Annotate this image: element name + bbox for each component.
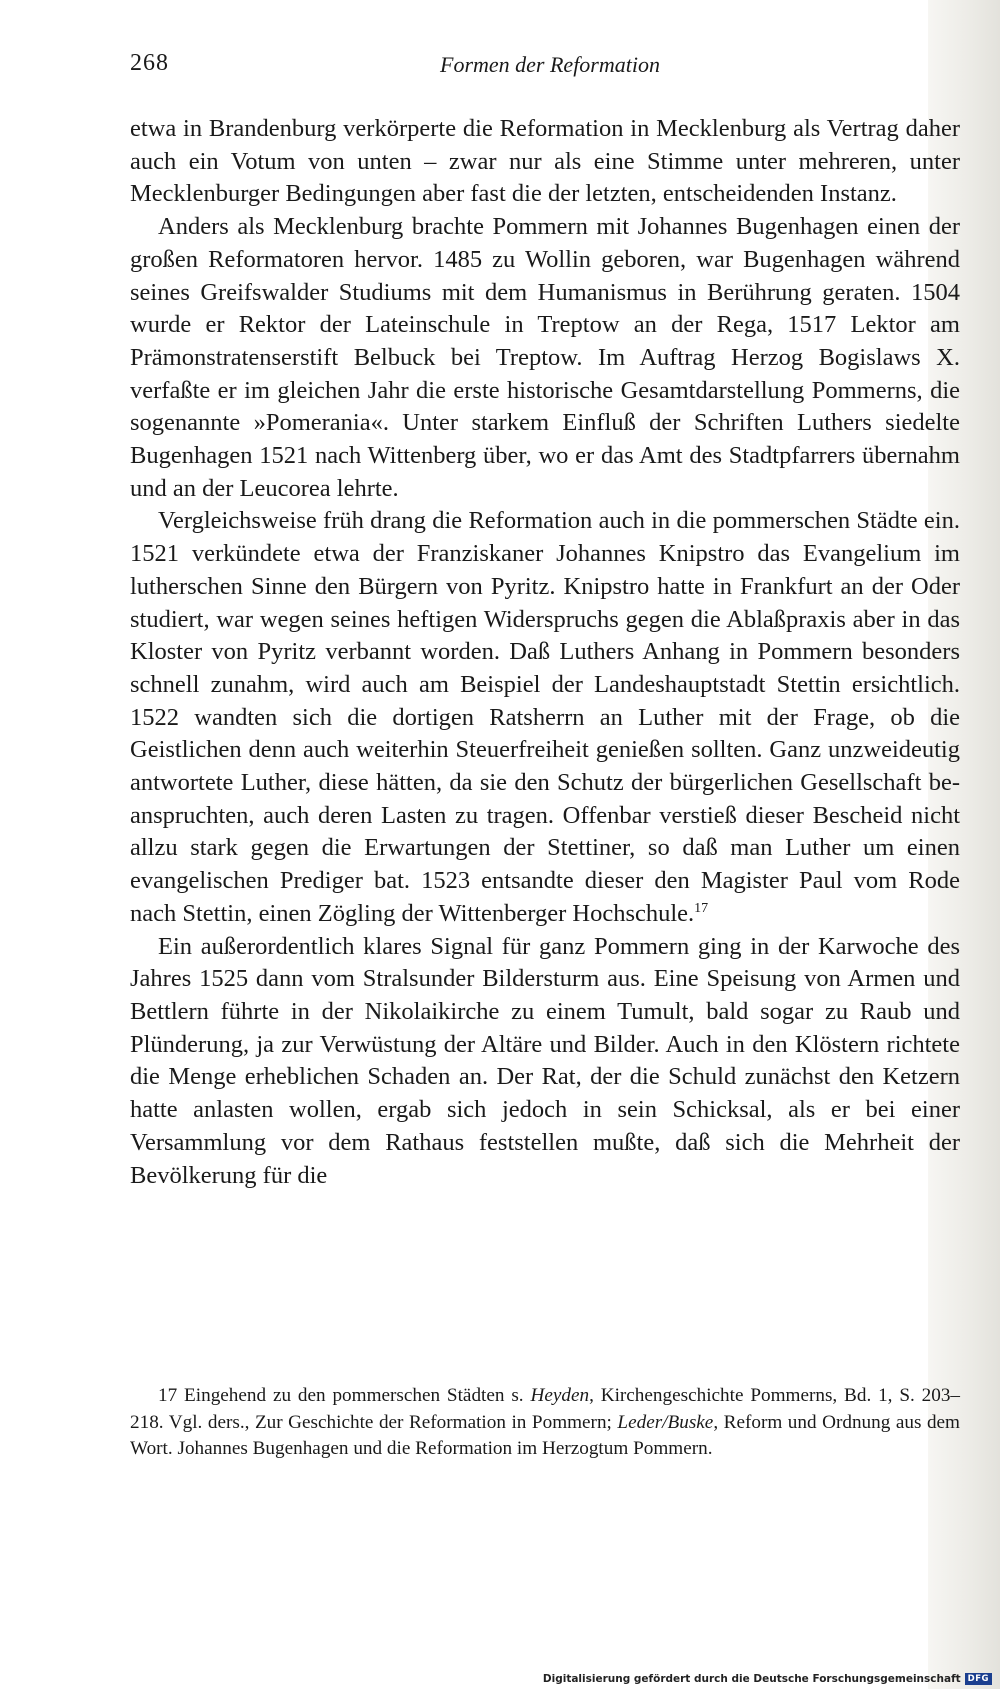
footnote-17 — [130, 1383, 960, 1463]
page-header — [130, 50, 960, 90]
paragraph-stralsund: Ein außerordentlich klares Signal für ganz Pommern ging in der Karwoche des Jahres 1525 dann vom Stralsunder Bildersturm aus. Eine Speisung von Armen und Bettlern führte in der Nikolaikirche zu einem Tumult, bald sogar zu Raub und Plünderung, ja zur Verwüstung der Altäre und Bilder. Auch in den Klöstern richtete die Menge erheblichen Schaden an. Der Rat, der die Schuld zunächst den Ketzern hatte anlasten wollen, ergab sich jedoch in sein Schicksal, als er bei einer Versammlung vor dem Rathaus feststellen mußte, daß sich die Mehrheit der Bevölkerung für die — [130, 932, 960, 1189]
digitization-notice-text: Digitalisierung gefördert durch die Deutsche Forschungsgemeinschaft — [542, 1673, 961, 1685]
footnote-text-2: , Kirchengeschichte Pommerns, Bd. 1, S. 203–218. Vgl. ders., Zur Geschichte der Reformation in Pommern; — [130, 1385, 961, 1433]
footnotes — [130, 1383, 960, 1463]
footnote-text-1: Eingehend zu den pommerschen Städten s. — [184, 1385, 524, 1406]
page-number: 268 — [130, 50, 169, 76]
paragraph-pommern-staedte — [130, 505, 960, 930]
footnote-author-leder-buske: Leder/Buske — [617, 1411, 714, 1433]
digitization-notice — [543, 1673, 992, 1685]
running-title: Formen der Reformation — [440, 52, 660, 77]
body-text — [130, 113, 960, 1192]
paragraph-pommern-staedte-text: Vergleichsweise früh drang die Reformation auch in die pommerschen Städte ein. 1521 verkündete etwa der Franziskaner Johannes Knipstro das Evangelium im lutherschen Sinne den Bürgern von Pyritz. Knipstro hatte in Frankfurt an der Oder studiert, war wegen seines heftigen Widerspruchs gegen die Ablaßpraxis aber in das Kloster von Pyritz verbannt worden. Daß Luthers Anhang in Pommern besonders schnell zunahm, wird auch am Beispiel der Landeshauptstadt Stettin ersichtlich. 1522 wandten sich die dortigen Ratsherrn an Luther mit der Frage, ob die Geistlichen denn auch weiterhin Steuerfreiheit genießen sollten. Ganz unzweideutig antwortete Luther, diese hätten, da sie den Schutz der bürgerlichen Gesellschaft beanspruchten, auch deren Lasten zu tragen. Offenbar verstieß dieser Bescheid nicht allzu stark gegen die Erwartungen der Stettiner, so daß man Luther um einen evangelischen Prediger bat. 1523 entsandte dieser den Magister Paul vom Rode nach Stettin, einen Zögling der Wittenberger Hochschule. — [130, 507, 960, 927]
paragraph-continuation: etwa in Brandenburg verkörperte die Reformation in Mecklenburg als Vertrag daher auch ein Votum von unten – zwar nur als eine Stimme unter mehreren, unter Mecklenburger Bedingungen aber fast die der letzten, entscheidenden Instanz. — [130, 115, 960, 208]
dfg-logo-icon: DFG — [965, 1673, 992, 1685]
paragraph-bugenhagen: Anders als Mecklenburg brachte Pommern mit Johannes Bugenhagen einen der großen Reformatoren hervor. 1485 zu Wollin geboren, war Bugenhagen während seines Greifswalder Studiums mit dem Humanismus in Berührung geraten. 1504 wurde er Rektor der Lateinschule in Treptow an der Rega, 1517 Lektor am Prämonstratenserstift Belbuck bei Treptow. Im Auftrag Herzog Bogislaws X. verfaßte er im gleichen Jahr die erste historische Gesamtdarstellung Pommerns, die sogenannte »Pomerania«. Unter starkem Einfluß der Schriften Luthers siedelte Bugenhagen 1521 nach Wittenberg über, wo er das Amt des Stadtpfarrers übernahm und an der Leucorea lehrte. — [130, 213, 960, 502]
footnote-author-heyden: Heyden — [530, 1385, 590, 1406]
footnote-text-3: , Reform und Ordnung aus dem Wort. Johannes Bugenhagen und die Reformation im Herzogtum Pommern. — [130, 1411, 960, 1459]
footnote-number: 17 — [158, 1385, 178, 1406]
footnote-reference[interactable]: 17 — [694, 900, 709, 916]
